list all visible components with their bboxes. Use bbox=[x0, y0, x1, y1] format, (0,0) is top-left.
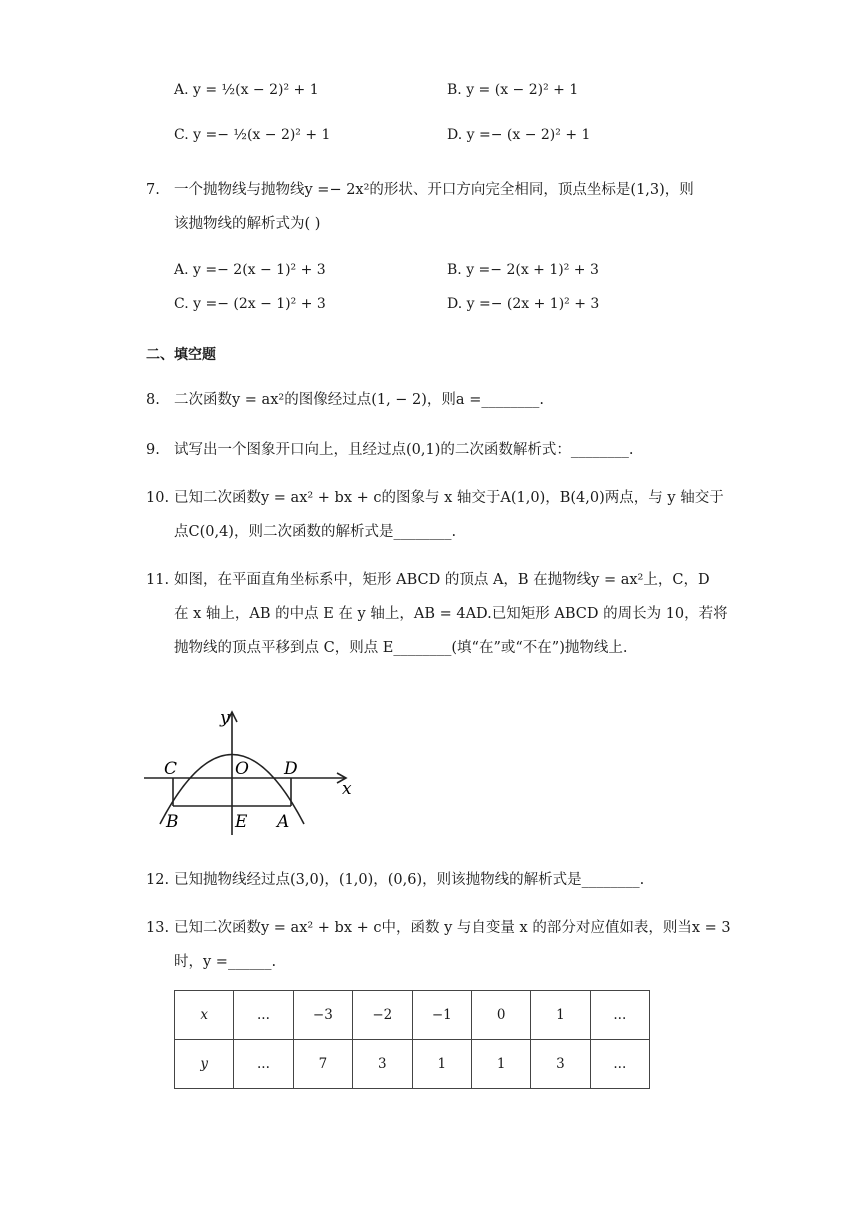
q8-number: 8. bbox=[146, 392, 160, 408]
table-cell: ... bbox=[590, 1040, 649, 1089]
q13-number: 13. bbox=[146, 920, 170, 936]
q13-line1: 已知二次函数y = ax² + bx + c中，函数 y 与自变量 x 的部分对应值如表，则当x = 3 bbox=[174, 920, 731, 936]
table-cell: −2 bbox=[353, 991, 412, 1040]
section-title: 二、填空题 bbox=[146, 347, 216, 363]
q7-number: 7. bbox=[146, 182, 160, 198]
q7-line1: 一个抛物线与抛物线y =− 2x²的形状、开口方向完全相同，顶点坐标是(1,3)，则 bbox=[174, 182, 694, 198]
q11-number: 11. bbox=[146, 572, 170, 588]
q9-number: 9. bbox=[146, 442, 160, 458]
table-cell: ... bbox=[590, 991, 649, 1040]
table-cell: 1 bbox=[531, 991, 590, 1040]
q11-figure bbox=[140, 700, 370, 840]
q11-line1: 如图，在平面直角坐标系中，矩形 ABCD 的顶点 A，B 在抛物线y = ax²上，C，D bbox=[174, 572, 710, 588]
table-row-y bbox=[175, 1040, 650, 1089]
table-cell: 1 bbox=[412, 1040, 471, 1089]
q12-number: 12. bbox=[146, 872, 170, 888]
table-cell: ... bbox=[234, 991, 293, 1040]
table-cell: 3 bbox=[353, 1040, 412, 1089]
q10-line2: 点C(0,4)，则二次函数的解析式是________. bbox=[174, 524, 457, 540]
q6-option-c: C. y =− ½(x − 2)² + 1 bbox=[174, 127, 331, 143]
value-table bbox=[174, 990, 650, 1089]
label-y: y bbox=[220, 708, 230, 728]
label-a: A bbox=[277, 812, 290, 832]
label-b: B bbox=[166, 812, 179, 832]
q11-line2: 在 x 轴上，AB 的中点 E 在 y 轴上，AB = 4AD.已知矩形 ABCD 的周长为 10，若将 bbox=[174, 606, 728, 622]
table-cell: x bbox=[175, 991, 234, 1040]
label-c: C bbox=[164, 759, 178, 779]
table-cell: y bbox=[175, 1040, 234, 1089]
q7-option-d: D. y =− (2x + 1)² + 3 bbox=[447, 296, 600, 312]
q11-line3: 抛物线的顶点平移到点 C，则点 E________(填“在”或“不在”)抛物线上. bbox=[174, 640, 628, 656]
q6-option-d: D. y =− (x − 2)² + 1 bbox=[447, 127, 591, 143]
q7-option-c: C. y =− (2x − 1)² + 3 bbox=[174, 296, 326, 312]
table-cell: ... bbox=[234, 1040, 293, 1089]
q9-text: 试写出一个图象开口向上，且经过点(0,1)的二次函数解析式：________. bbox=[174, 442, 634, 458]
q8-text: 二次函数y = ax²的图像经过点(1, − 2)，则a =________. bbox=[174, 392, 544, 408]
table-cell: −1 bbox=[412, 991, 471, 1040]
q6-option-b: B. y = (x − 2)² + 1 bbox=[447, 82, 579, 98]
label-e: E bbox=[235, 812, 248, 832]
q7-line2: 该抛物线的解析式为( ) bbox=[174, 216, 321, 232]
label-o: O bbox=[235, 759, 249, 779]
q10-line1: 已知二次函数y = ax² + bx + c的图象与 x 轴交于A(1,0)，B(4,0)两点，与 y 轴交于 bbox=[174, 490, 724, 506]
q13-line2: 时，y =______. bbox=[174, 954, 277, 970]
table-row-x bbox=[175, 991, 650, 1040]
q7-option-b: B. y =− 2(x + 1)² + 3 bbox=[447, 262, 599, 278]
table-cell: −3 bbox=[293, 991, 352, 1040]
q6-option-a: A. y = ½(x − 2)² + 1 bbox=[174, 82, 319, 98]
table-cell: 1 bbox=[472, 1040, 531, 1089]
table-cell: 7 bbox=[293, 1040, 352, 1089]
q7-option-a: A. y =− 2(x − 1)² + 3 bbox=[174, 262, 326, 278]
label-d: D bbox=[284, 759, 298, 779]
q12-text: 已知抛物线经过点(3,0)，(1,0)，(0,6)，则该抛物线的解析式是________. bbox=[174, 872, 645, 888]
q10-number: 10. bbox=[146, 490, 170, 506]
table-cell: 0 bbox=[472, 991, 531, 1040]
label-x: x bbox=[342, 779, 352, 799]
table-cell: 3 bbox=[531, 1040, 590, 1089]
